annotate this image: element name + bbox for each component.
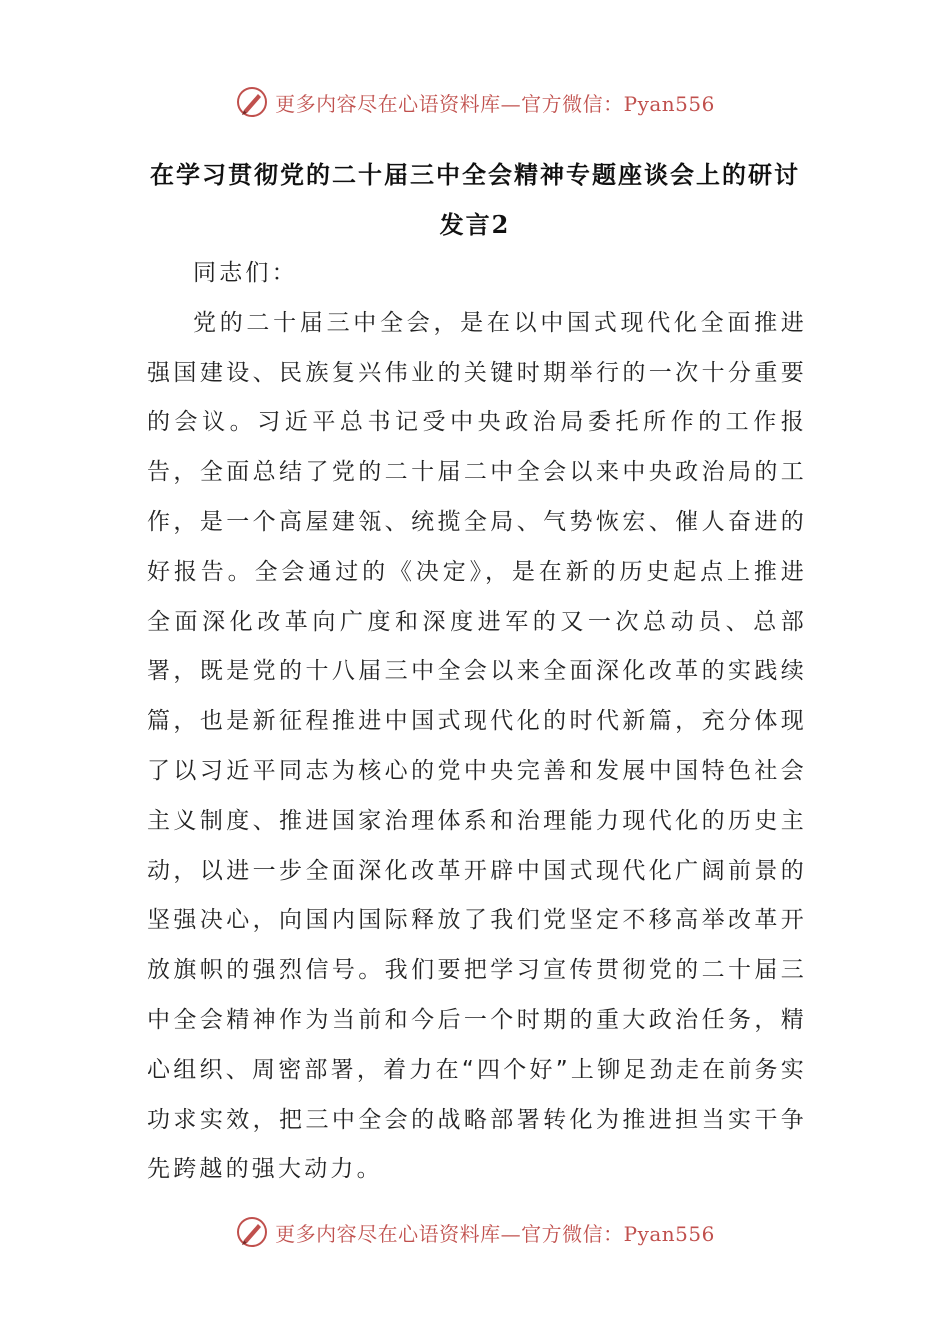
salutation: 同志们： — [193, 260, 298, 286]
header-banner — [0, 82, 950, 122]
header-banner-text: 更多内容尽在心语资料库—官方微信：Pyan556 — [275, 91, 715, 116]
footer-banner — [0, 1212, 950, 1252]
document-body — [147, 245, 807, 1195]
footer-banner-text: 更多内容尽在心语资料库—官方微信：Pyan556 — [275, 1221, 715, 1246]
pen-logo-icon — [235, 85, 269, 119]
pen-logo-icon — [235, 1215, 269, 1249]
document-title-line2: 发言2 — [439, 210, 511, 239]
body-paragraph: 党的二十届三中全会，是在以中国式现代化全面推进强国建设、民族复兴伟业的关键时期举行的一次十分重要的会议。习近平总书记受中央政治局委托所作的工作报告，全面总结了党的二十届二中全会以来中央政治局的工作，是一个高屋建瓴、统揽全局、气势恢宏、催人奋进的好报告。全会通过的《决定》，是在新的历史起点上推进全面深化改革向广度和深度进军的又一次总动员、总部署，既是党的十八届三中全会以来全面深化改革的实践续篇，也是新征程推进中国式现代化的时代新篇，充分体现了以习近平同志为核心的党中央完善和发展中国特色社会主义制度、推进国家治理体系和治理能力现代化的历史主动，以进一步全面深化改革开辟中国式现代化广阔前景的坚强决心，向国内国际释放了我们党坚定不移高举改革开放旗帜的强烈信号。我们要把学习宣传贯彻党的二十届三中全会精神作为当前和今后一个时期的重大政治任务，精心组织、周密部署，着力在“四个好”上铆足劲走在前务实功求实效，把三中全会的战略部署转化为推进担当实干争先跨越的强大动力。 — [147, 309, 807, 1183]
document-title-line1: 在学习贯彻党的二十届三中全会精神专题座谈会上的研讨 — [150, 160, 800, 189]
